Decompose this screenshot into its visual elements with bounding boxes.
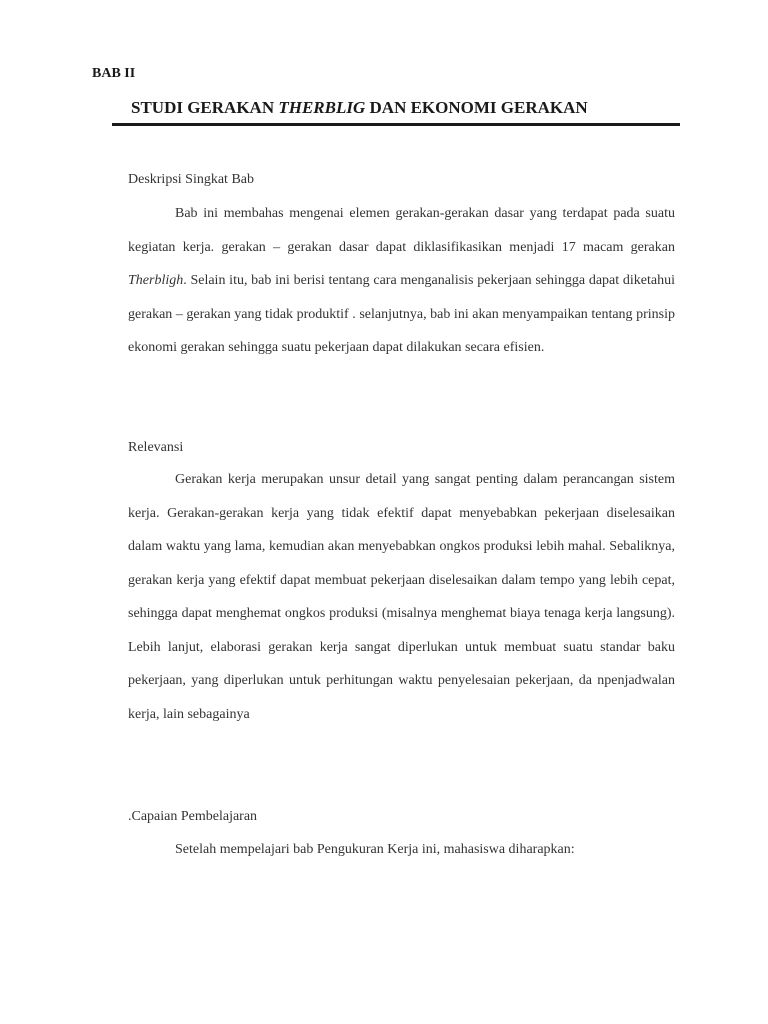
deskripsi-text-italic: Therbligh: [128, 273, 184, 288]
deskripsi-paragraph: [128, 197, 675, 365]
capaian-paragraph: Setelah mempelajari bab Pengukuran Kerja ini, mahasiswa diharapkan:: [175, 842, 575, 857]
capaian-heading: .Capaian Pembelajaran: [128, 809, 258, 824]
chapter-title-italic: THERBLIG: [278, 98, 366, 117]
title-underline: [112, 123, 680, 126]
relevansi-heading: Relevansi: [128, 440, 184, 455]
chapter-title: [131, 98, 588, 118]
chapter-label: BAB II: [92, 66, 136, 81]
relevansi-paragraph: Gerakan kerja merupakan unsur detail yang sangat penting dalam perancangan sistem kerja. Gerakan-gerakan kerja yang tidak efektif dapat menyebabkan pekerjaan diselesaikan dalam waktu yang lama, kemudian akan menyebabkan ongkos produksi lebih mahal. Sebaliknya, gerakan kerja yang efektif dapat membuat pekerjaan diselesaikan dalam tempo yang lebih cepat, sehingga dapat menghemat ongkos produksi (misalnya menghemat biaya tenaga kerja langsung). Lebih lanjut, elaborasi gerakan kerja sangat diperlukan untuk membuat suatu standar baku pekerjaan, yang diperlukan untuk perhitungan waktu penyelesaian pekerjaan, da npenjadwalan kerja, lain sebagainya: [128, 472, 675, 722]
deskripsi-text-part2: . Selain itu, bab ini berisi tentang cara menganalisis pekerjaan sehingga dapat diketahui gerakan – gerakan yang tidak produktif . selanjutnya, bab ini akan menyampaikan tentang prinsip ekonomi gerakan sehingga suatu pekerjaan dapat dilakukan secara efisien.: [128, 273, 675, 355]
chapter-title-part1: STUDI GERAKAN: [131, 98, 279, 117]
deskripsi-text-part1: Bab ini membahas mengenai elemen gerakan-gerakan dasar yang terdapat pada suatu kegiatan kerja. gerakan – gerakan dasar dapat diklasifikasikan menjadi 17 macam gerakan: [128, 206, 675, 255]
chapter-title-part2: DAN EKONOMI GERAKAN: [365, 98, 588, 117]
deskripsi-heading: Deskripsi Singkat Bab: [128, 172, 254, 187]
